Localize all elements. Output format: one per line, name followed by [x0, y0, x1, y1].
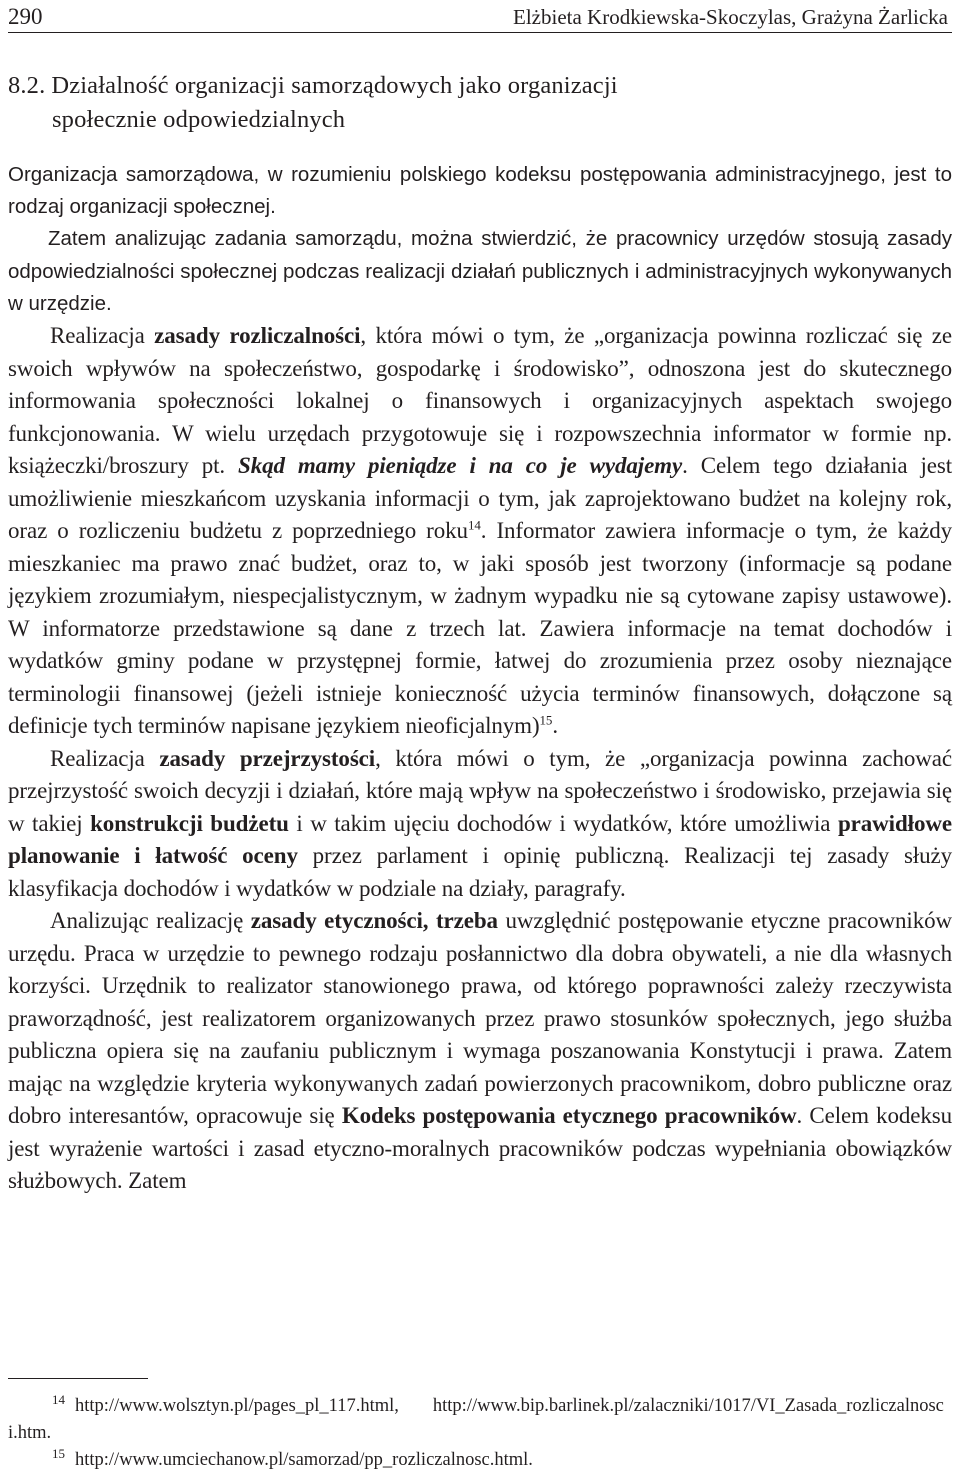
p4-text-4: przez parlament i opinię publiczną. Realizacji tej zasady służy klasyfikacja dochodów i wydatków w podziale na działy, paragrafy. — [8, 843, 952, 901]
p5-bold-term: zasady etyczności, trzeba — [250, 908, 498, 934]
footnote-14-link-2[interactable]: http://www.bip.barlinek.pl/zalaczniki/1017/VI_Zasada_rozliczalnosci.htm. — [8, 1396, 944, 1443]
footnote-ref-14[interactable]: 14 — [467, 517, 481, 533]
running-header — [8, 0, 952, 33]
footnote-15 — [8, 1447, 952, 1474]
paragraph-1-text: Organizacja samorządowa, w rozumieniu polskiego kodeksu postępowania administracyjnego, jest to rodzaj organizacji społecznej. — [8, 163, 952, 219]
p3-booklet-title: Skąd mamy pieniądze i na co je wydajemy — [238, 453, 683, 479]
p5-bold-code: Kodeks postępowania etycznego pracowników — [341, 1103, 797, 1129]
p4-text-3: i w takim ujęciu dochodów i wydatków, które umożliwia — [288, 810, 838, 836]
footnote-15-number: 15 — [52, 1445, 65, 1461]
footnote-14-number: 14 — [52, 1391, 65, 1407]
p4-bold-budget: konstrukcji budżetu — [90, 810, 289, 836]
paragraph-3 — [8, 320, 952, 743]
section-title-line1: Działalność organizacji samorządowych jako organizacji — [51, 72, 618, 99]
p5-text-1: Analizując realizację — [50, 908, 251, 934]
p4-bold-term: zasady przejrzystości — [159, 745, 376, 771]
section-heading — [8, 69, 952, 137]
p5-text-3: . Celem kodeksu jest wyrażenie wartości i zasad etyczno-moralnych pracowników podczas wypełniania obowiązków służbowych. Zatem — [8, 1103, 953, 1194]
footnote-14-link-1[interactable]: http://www.wolsztyn.pl/pages_pl_117.html, — [75, 1396, 399, 1416]
section-number: 8.2. — [8, 72, 46, 99]
p5-text-2: uwzględnić postępowanie etyczne pracowników urzędu. Praca w urzędzie to pewnego rodzaju posłannictwo dla dobra obywateli, a nie dla własnych korzyści. Urzędnik to realizator stanowionego prawa, od którego poprawności zależy rzeczywista praworządność, jest realizatorem organizowanych przez prawo stosunków społecznych, jego służba publiczna opiera się na zaufaniu publicznym i wymaga poszanowania Konstytucji i prawa. Zatem mając na względzie kryteria wykonywanych zadań powierzonych pracownikom, dobro publiczne oraz dobro interesantów, opracowuje się — [8, 908, 953, 1129]
p3-bold-term: zasady rozliczalności — [154, 323, 361, 349]
footnote-ref-15[interactable]: 15 — [539, 712, 553, 728]
footnotes — [8, 1378, 952, 1474]
p3-text-4: . Informator zawiera informacje o tym, że każdy mieszkaniec ma prawo znać budżet, oraz to, w jaki sposób jest tworzony (informacje są podane językiem zrozumiałym, niespecjalistycznym, w żadnym wypadku nie są cytowane zapisy ustawowe). W informatorze przedstawione są dane z trzech lat. Zawiera informacje na temat dochodów i wydatków gminy podane w przystępnej formie, łatwej do zrozumienia przez osoby nieznające terminologii finansowej (jeżeli istnieje konieczność użycia terminów finansowych, dołączone są definicje tych terminów napisane językiem nieoficjalnym) — [8, 518, 952, 739]
paragraph-4 — [8, 743, 952, 906]
page-number: 290 — [8, 4, 43, 29]
p3-text-1: Realizacja — [50, 323, 155, 349]
paragraph-1 — [8, 159, 952, 223]
paragraph-2-text: Zatem analizując zadania samorządu, można stwierdzić, że pracownicy urzędów stosują zasady odpowiedzialności społecznej podczas realizacji działań publicznych i administracyjnych wykonywanych w urzędzie. — [8, 227, 952, 315]
p3-text-3: . Celem tego działania jest umożliwienie mieszkańcom uzyskania informacji o tym, jak zaprojektowano budżet na kolejny rok, oraz o rozliczeniu budżetu z poprzedniego roku — [8, 453, 952, 544]
section-title-line2: społecznie odpowiedzialnych — [52, 106, 346, 133]
p4-text-1: Realizacja — [50, 745, 160, 771]
footnote-divider — [8, 1378, 148, 1379]
paragraph-2 — [8, 223, 952, 320]
header-authors: Elżbieta Krodkiewska-Skoczylas, Grażyna Żarlicka — [513, 5, 948, 29]
p3-text-2: , która mówi o tym, że „organizacja powinna rozliczać się ze swoich wpływów na społeczeństwo, gospodarkę i środowisko”, odnoszona jest do skutecznego informowania społeczności lokalnej o finansowych i organizacyjnych aspektach swojego funkcjonowania. W wielu urzędach przygotowuje się i rozpowszechnia informator w formie np. książeczki/broszury pt. — [8, 323, 953, 479]
p4-text-2: , która mówi o tym, że „organizacja powinna zachować przejrzystość swoich decyzji i działań, które mają wpływ na społeczeństwo i środowisko, przejawia się w takiej — [8, 745, 952, 836]
paragraph-5 — [8, 905, 952, 1198]
p4-bold-planning: prawidłowe planowanie i łatwość oceny — [8, 810, 952, 869]
footnote-14 — [8, 1393, 952, 1447]
footnote-15-link-1[interactable]: http://www.umciechanow.pl/samorzad/pp_rozliczalnosc.html. — [75, 1450, 533, 1470]
p3-text-5: . — [552, 713, 558, 739]
